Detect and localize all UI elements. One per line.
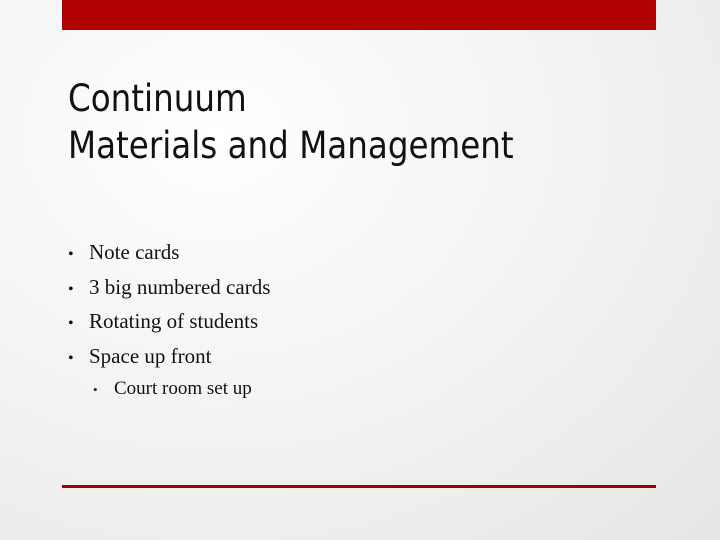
sub-bullet-text: Court room set up [114,378,252,399]
bullet-text: 3 big numbered cards [89,274,271,299]
bullet-icon: • [68,246,74,263]
bullet-text: Rotating of students [89,309,259,333]
top-accent-bar [62,0,656,30]
list-item [93,378,252,400]
slide-title [68,75,596,169]
bottom-divider [62,485,656,488]
sub-bullet-list [93,378,252,400]
bullet-list [68,240,270,378]
bullet-icon: • [93,382,98,397]
list-item [68,344,270,379]
list-item [68,275,270,310]
bullet-icon: • [68,349,74,367]
bullet-icon: • [68,280,74,298]
bullet-text: Space up front [89,343,212,368]
title-line-2: Materials and Management [68,124,514,167]
title-line-1: Continuum [68,77,247,120]
bullet-text: Note cards [89,240,180,264]
bullet-icon: • [68,315,74,332]
list-item [68,240,270,275]
list-item [68,309,270,344]
